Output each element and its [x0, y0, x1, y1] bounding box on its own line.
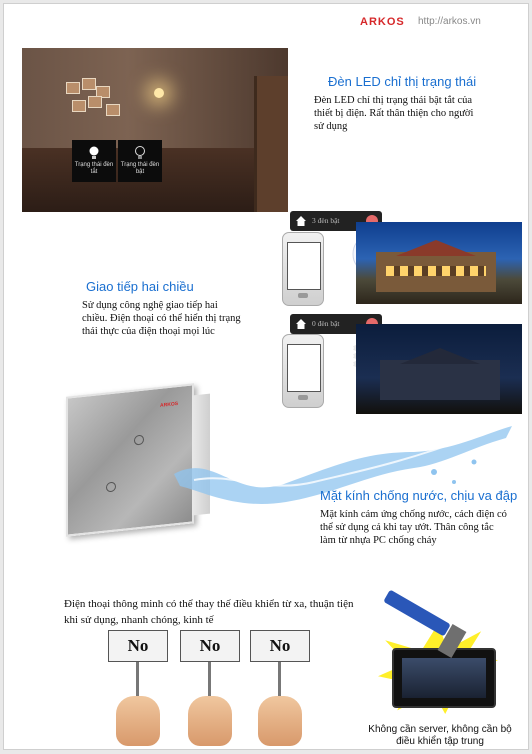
smartphone-on	[282, 232, 324, 306]
status-bubble-off-label: 0 đèn bật	[312, 319, 340, 328]
ceiling-lamp	[154, 88, 164, 98]
bulb-on-icon	[88, 146, 100, 160]
central-controller-tablet	[392, 648, 496, 708]
switch-brand-logo: ARKOS	[160, 400, 179, 409]
room-door	[254, 76, 288, 212]
comm-section-desc: Sử dụng công nghệ giao tiếp hai chiều. Điện thoại có thể hiển thị trạng thái thực của điện thoại mọi lúc	[82, 300, 241, 337]
website-url[interactable]: http://arkos.vn	[418, 16, 481, 27]
glass-section-title: Mặt kính chống nước, chịu va đập	[320, 488, 518, 503]
no-sign: No	[250, 630, 310, 662]
house-lit-photo	[356, 222, 522, 304]
no-sign: No	[180, 630, 240, 662]
phone-section-desc: Điện thoại thông minh có thể thay thế điều khiển từ xa, thuận tiện khi sử dụng, nhanh chóng, kinh tế	[64, 598, 354, 626]
phone-screen	[287, 344, 321, 392]
led-section-title: Đèn LED chỉ thị trạng thái	[328, 74, 477, 89]
house-dark-photo	[356, 324, 522, 414]
hammer-handle	[383, 589, 451, 636]
no-sign-hand-1	[108, 630, 168, 746]
switch-touch-key-1	[134, 435, 144, 446]
home-icon	[295, 215, 307, 227]
no-sign: No	[108, 630, 168, 662]
room-photo	[22, 48, 288, 212]
controller-screen	[402, 658, 486, 698]
wall-picture-frames	[66, 78, 126, 122]
smartphone-off	[282, 334, 324, 408]
led-tag-off	[72, 140, 116, 182]
phone-home-button	[298, 395, 308, 400]
comm-section-title: Giao tiếp hai chiều	[86, 279, 194, 294]
smashed-controller-graphic	[364, 604, 514, 724]
bulb-off-icon	[134, 146, 146, 160]
status-bubble-on-label: 3 đèn bật	[312, 216, 340, 225]
room-wall	[22, 48, 288, 148]
fist-hand	[188, 696, 232, 746]
brochure-page	[3, 3, 529, 750]
fist-hand	[116, 696, 160, 746]
home-icon	[295, 318, 307, 330]
led-tag-on-label: Trạng thái đèn bật	[120, 162, 160, 175]
phone-home-button	[298, 293, 308, 298]
brand-logo: ARKOS	[360, 16, 405, 28]
led-tag-on	[118, 140, 162, 182]
glass-section-desc: Mặt kính cảm ứng chống nước, cách điện có thể sử dụng cả khi tay ướt. Thân công tắc làm từ nhựa PC chống cháy	[320, 509, 507, 546]
led-section-desc: Đèn LED chỉ thị trạng thái bật tắt của thiết bị điện. Rất thân thiện cho người sử dụng	[314, 95, 474, 132]
led-tag-off-label: Trạng thái đèn tắt	[74, 162, 114, 175]
phone-screen	[287, 242, 321, 290]
switch-touch-key-2	[106, 481, 116, 492]
server-caption: Không cần server, không cần bộ điều khiển tập trung	[368, 724, 512, 747]
fist-hand	[258, 696, 302, 746]
no-sign-hand-2	[180, 630, 240, 746]
no-sign-hand-3	[250, 630, 310, 746]
